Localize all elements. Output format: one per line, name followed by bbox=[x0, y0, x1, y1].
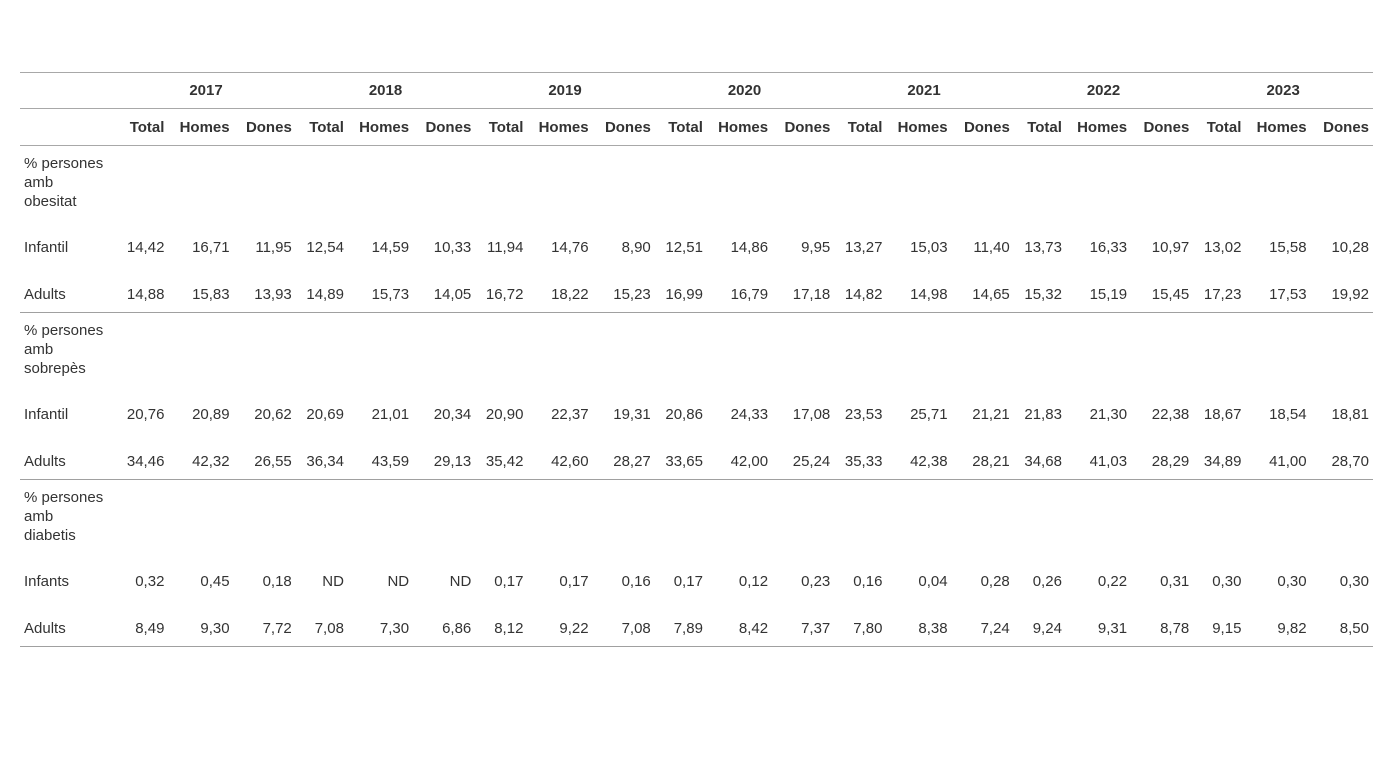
value-cell: 9,22 bbox=[527, 599, 592, 647]
value-cell: 0,04 bbox=[918, 573, 948, 590]
value-cell: 8,78 bbox=[1131, 599, 1193, 647]
column-header-total: Total bbox=[655, 109, 707, 146]
value-cell: 9,82 bbox=[1245, 599, 1310, 647]
value-cell: 9,15 bbox=[1193, 599, 1245, 647]
value-cell: 15,83 bbox=[168, 265, 233, 313]
table-row bbox=[20, 385, 1373, 432]
value-cell: 16,71 bbox=[192, 239, 230, 256]
value-cell: 0,17 bbox=[494, 573, 524, 590]
year-header: 2019 bbox=[475, 73, 655, 109]
value-cell: 11,95 bbox=[255, 239, 292, 256]
value-cell: 43,59 bbox=[348, 432, 413, 480]
value-cell: ND bbox=[322, 573, 344, 590]
column-header-dones: Dones bbox=[1311, 109, 1373, 146]
column-header-dones: Dones bbox=[234, 109, 296, 146]
value-cell: 8,38 bbox=[886, 599, 951, 647]
value-cell: 0,32 bbox=[135, 573, 165, 590]
row-label: Infantil bbox=[24, 406, 69, 423]
value-cell: 7,80 bbox=[834, 599, 886, 647]
value-cell: 15,45 bbox=[1131, 265, 1193, 313]
value-cell: 20,76 bbox=[126, 406, 165, 423]
value-cell: 28,21 bbox=[952, 432, 1014, 480]
column-header-homes: Homes bbox=[886, 109, 951, 146]
value-cell: 0,23 bbox=[801, 573, 831, 590]
value-cell: 0,17 bbox=[673, 573, 703, 590]
value-cell: 8,49 bbox=[116, 599, 168, 647]
value-cell: 15,23 bbox=[593, 265, 655, 313]
value-cell: 17,23 bbox=[1193, 265, 1245, 313]
column-header-total: Total bbox=[834, 109, 886, 146]
value-cell: 20,90 bbox=[485, 406, 524, 423]
value-cell: 28,29 bbox=[1131, 432, 1193, 480]
year-header: 2022 bbox=[1014, 73, 1194, 109]
value-cell: 8,50 bbox=[1311, 599, 1373, 647]
value-cell: 18,67 bbox=[1203, 406, 1242, 423]
column-header-dones: Dones bbox=[1131, 109, 1193, 146]
value-cell: 14,98 bbox=[886, 265, 951, 313]
value-cell: 8,90 bbox=[621, 239, 651, 256]
value-cell: 42,60 bbox=[527, 432, 592, 480]
table-row bbox=[20, 552, 1373, 599]
value-cell: 20,62 bbox=[254, 406, 292, 423]
value-cell: 33,65 bbox=[655, 432, 707, 480]
value-cell: 9,30 bbox=[168, 599, 233, 647]
value-cell: 20,89 bbox=[192, 406, 230, 423]
value-cell: 10,33 bbox=[433, 239, 472, 256]
value-cell: 6,86 bbox=[413, 599, 475, 647]
value-cell: 42,38 bbox=[886, 432, 951, 480]
value-cell: 15,32 bbox=[1014, 265, 1066, 313]
value-cell: 0,22 bbox=[1097, 573, 1128, 590]
value-cell: 7,72 bbox=[234, 599, 296, 647]
column-header-total: Total bbox=[1193, 109, 1245, 146]
value-cell: 14,89 bbox=[296, 265, 348, 313]
value-cell: 34,68 bbox=[1014, 432, 1066, 480]
value-cell: 11,94 bbox=[486, 239, 524, 256]
column-header-total: Total bbox=[116, 109, 168, 146]
value-cell: 18,22 bbox=[527, 265, 592, 313]
value-cell: 14,59 bbox=[371, 239, 410, 256]
health-statistics-table bbox=[20, 72, 1373, 647]
value-cell: 20,86 bbox=[665, 406, 703, 423]
value-cell: 0,30 bbox=[1339, 573, 1369, 590]
row-group-label: % persones amb diabetis bbox=[24, 489, 104, 544]
value-cell: 29,13 bbox=[413, 432, 475, 480]
value-cell: 34,46 bbox=[116, 432, 168, 480]
value-cell: 21,21 bbox=[972, 406, 1010, 423]
column-header-total: Total bbox=[1014, 109, 1066, 146]
value-cell: 13,73 bbox=[1024, 239, 1062, 256]
value-cell: 8,42 bbox=[707, 599, 772, 647]
value-cell: 17,53 bbox=[1245, 265, 1310, 313]
value-cell: 0,30 bbox=[1277, 573, 1307, 590]
value-cell: 24,33 bbox=[730, 406, 769, 423]
value-cell: 0,17 bbox=[559, 573, 589, 590]
year-header: 2023 bbox=[1193, 73, 1373, 109]
value-cell: 14,65 bbox=[952, 265, 1014, 313]
value-cell: 11,40 bbox=[973, 239, 1010, 256]
value-cell: 0,30 bbox=[1212, 573, 1242, 590]
value-cell: 0,16 bbox=[853, 573, 883, 590]
corner-cell bbox=[20, 73, 116, 109]
value-cell: 16,33 bbox=[1089, 239, 1128, 256]
value-cell: 0,45 bbox=[200, 573, 230, 590]
value-cell: 22,37 bbox=[551, 406, 589, 423]
row-group-header bbox=[20, 480, 1373, 553]
table-row bbox=[20, 265, 1373, 313]
value-cell: 12,51 bbox=[665, 239, 703, 256]
value-cell: 14,82 bbox=[834, 265, 886, 313]
value-cell: 21,30 bbox=[1089, 406, 1128, 423]
value-cell: 7,89 bbox=[655, 599, 707, 647]
value-cell: 35,33 bbox=[834, 432, 886, 480]
value-cell: 0,12 bbox=[738, 573, 769, 590]
column-header-dones: Dones bbox=[413, 109, 475, 146]
value-cell: 0,26 bbox=[1032, 573, 1062, 590]
value-cell: 28,27 bbox=[593, 432, 655, 480]
column-header-homes: Homes bbox=[348, 109, 413, 146]
value-cell: 14,05 bbox=[413, 265, 475, 313]
value-cell: 13,93 bbox=[234, 265, 296, 313]
table-row bbox=[20, 599, 1373, 647]
column-header-total: Total bbox=[475, 109, 527, 146]
row-group-label: % persones amb obesitat bbox=[24, 155, 104, 210]
value-cell: 18,54 bbox=[1269, 406, 1307, 423]
value-cell: 21,01 bbox=[371, 406, 410, 423]
value-cell: 10,97 bbox=[1151, 239, 1190, 256]
value-cell: 14,88 bbox=[116, 265, 168, 313]
value-cell: 7,24 bbox=[952, 599, 1014, 647]
value-cell: 15,73 bbox=[348, 265, 413, 313]
value-cell: 23,53 bbox=[844, 406, 883, 423]
value-cell: 0,28 bbox=[980, 573, 1010, 590]
row-group-label: % persones amb sobrepès bbox=[24, 322, 104, 377]
value-cell: 42,00 bbox=[707, 432, 772, 480]
column-header-dones: Dones bbox=[772, 109, 834, 146]
value-cell: 9,24 bbox=[1014, 599, 1066, 647]
value-cell: 16,72 bbox=[475, 265, 527, 313]
value-cell: 10,28 bbox=[1331, 239, 1369, 256]
value-cell: 9,95 bbox=[801, 239, 831, 256]
value-cell: 14,42 bbox=[126, 239, 165, 256]
value-cell: 8,12 bbox=[475, 599, 527, 647]
column-header-homes: Homes bbox=[527, 109, 592, 146]
column-header-homes: Homes bbox=[1245, 109, 1310, 146]
value-cell: 25,24 bbox=[772, 432, 834, 480]
column-header-total: Total bbox=[296, 109, 348, 146]
value-cell: 35,42 bbox=[475, 432, 527, 480]
corner-cell bbox=[20, 109, 116, 146]
value-cell: 16,99 bbox=[655, 265, 707, 313]
value-cell: 17,08 bbox=[792, 406, 831, 423]
value-cell: 15,19 bbox=[1066, 265, 1131, 313]
year-header-row bbox=[20, 73, 1373, 109]
value-cell: 7,30 bbox=[348, 599, 413, 647]
value-cell: 20,34 bbox=[433, 406, 472, 423]
year-header: 2018 bbox=[296, 73, 476, 109]
column-header-dones: Dones bbox=[593, 109, 655, 146]
value-cell: 25,71 bbox=[910, 406, 948, 423]
value-cell: 7,37 bbox=[772, 599, 834, 647]
row-label: Adults bbox=[20, 599, 116, 647]
value-cell: 13,02 bbox=[1203, 239, 1242, 256]
row-label: Infantil bbox=[24, 239, 69, 256]
row-label: Infants bbox=[24, 573, 70, 590]
value-cell: ND bbox=[387, 573, 410, 590]
value-cell: 19,92 bbox=[1311, 265, 1373, 313]
value-cell: 9,31 bbox=[1066, 599, 1131, 647]
column-header-row bbox=[20, 109, 1373, 146]
row-group-header bbox=[20, 146, 1373, 219]
value-cell: 26,55 bbox=[234, 432, 296, 480]
value-cell: 15,58 bbox=[1269, 239, 1307, 256]
value-cell: 22,38 bbox=[1151, 406, 1190, 423]
column-header-homes: Homes bbox=[707, 109, 772, 146]
value-cell: 0,31 bbox=[1160, 573, 1190, 590]
value-cell: 7,08 bbox=[593, 599, 655, 647]
value-cell: 0,16 bbox=[621, 573, 651, 590]
year-header: 2021 bbox=[834, 73, 1014, 109]
value-cell: 17,18 bbox=[772, 265, 834, 313]
value-cell: 14,76 bbox=[551, 239, 589, 256]
value-cell: 13,27 bbox=[844, 239, 883, 256]
value-cell: 41,03 bbox=[1066, 432, 1131, 480]
year-header: 2017 bbox=[116, 73, 296, 109]
value-cell: 41,00 bbox=[1245, 432, 1310, 480]
year-header: 2020 bbox=[655, 73, 835, 109]
row-label: Adults bbox=[20, 265, 116, 313]
value-cell: 42,32 bbox=[168, 432, 233, 480]
row-label: Adults bbox=[20, 432, 116, 480]
value-cell: ND bbox=[449, 573, 472, 590]
value-cell: 0,18 bbox=[262, 573, 292, 590]
column-header-homes: Homes bbox=[1066, 109, 1131, 146]
value-cell: 21,83 bbox=[1024, 406, 1062, 423]
row-group-header bbox=[20, 313, 1373, 386]
value-cell: 15,03 bbox=[910, 239, 948, 256]
column-header-dones: Dones bbox=[952, 109, 1014, 146]
column-header-homes: Homes bbox=[168, 109, 233, 146]
value-cell: 28,70 bbox=[1311, 432, 1373, 480]
table-row bbox=[20, 218, 1373, 265]
value-cell: 12,54 bbox=[306, 239, 344, 256]
value-cell: 34,89 bbox=[1193, 432, 1245, 480]
value-cell: 18,81 bbox=[1331, 406, 1369, 423]
table-row bbox=[20, 432, 1373, 480]
value-cell: 36,34 bbox=[296, 432, 348, 480]
value-cell: 19,31 bbox=[613, 406, 651, 423]
value-cell: 7,08 bbox=[296, 599, 348, 647]
value-cell: 20,69 bbox=[306, 406, 344, 423]
value-cell: 16,79 bbox=[707, 265, 772, 313]
value-cell: 14,86 bbox=[730, 239, 769, 256]
